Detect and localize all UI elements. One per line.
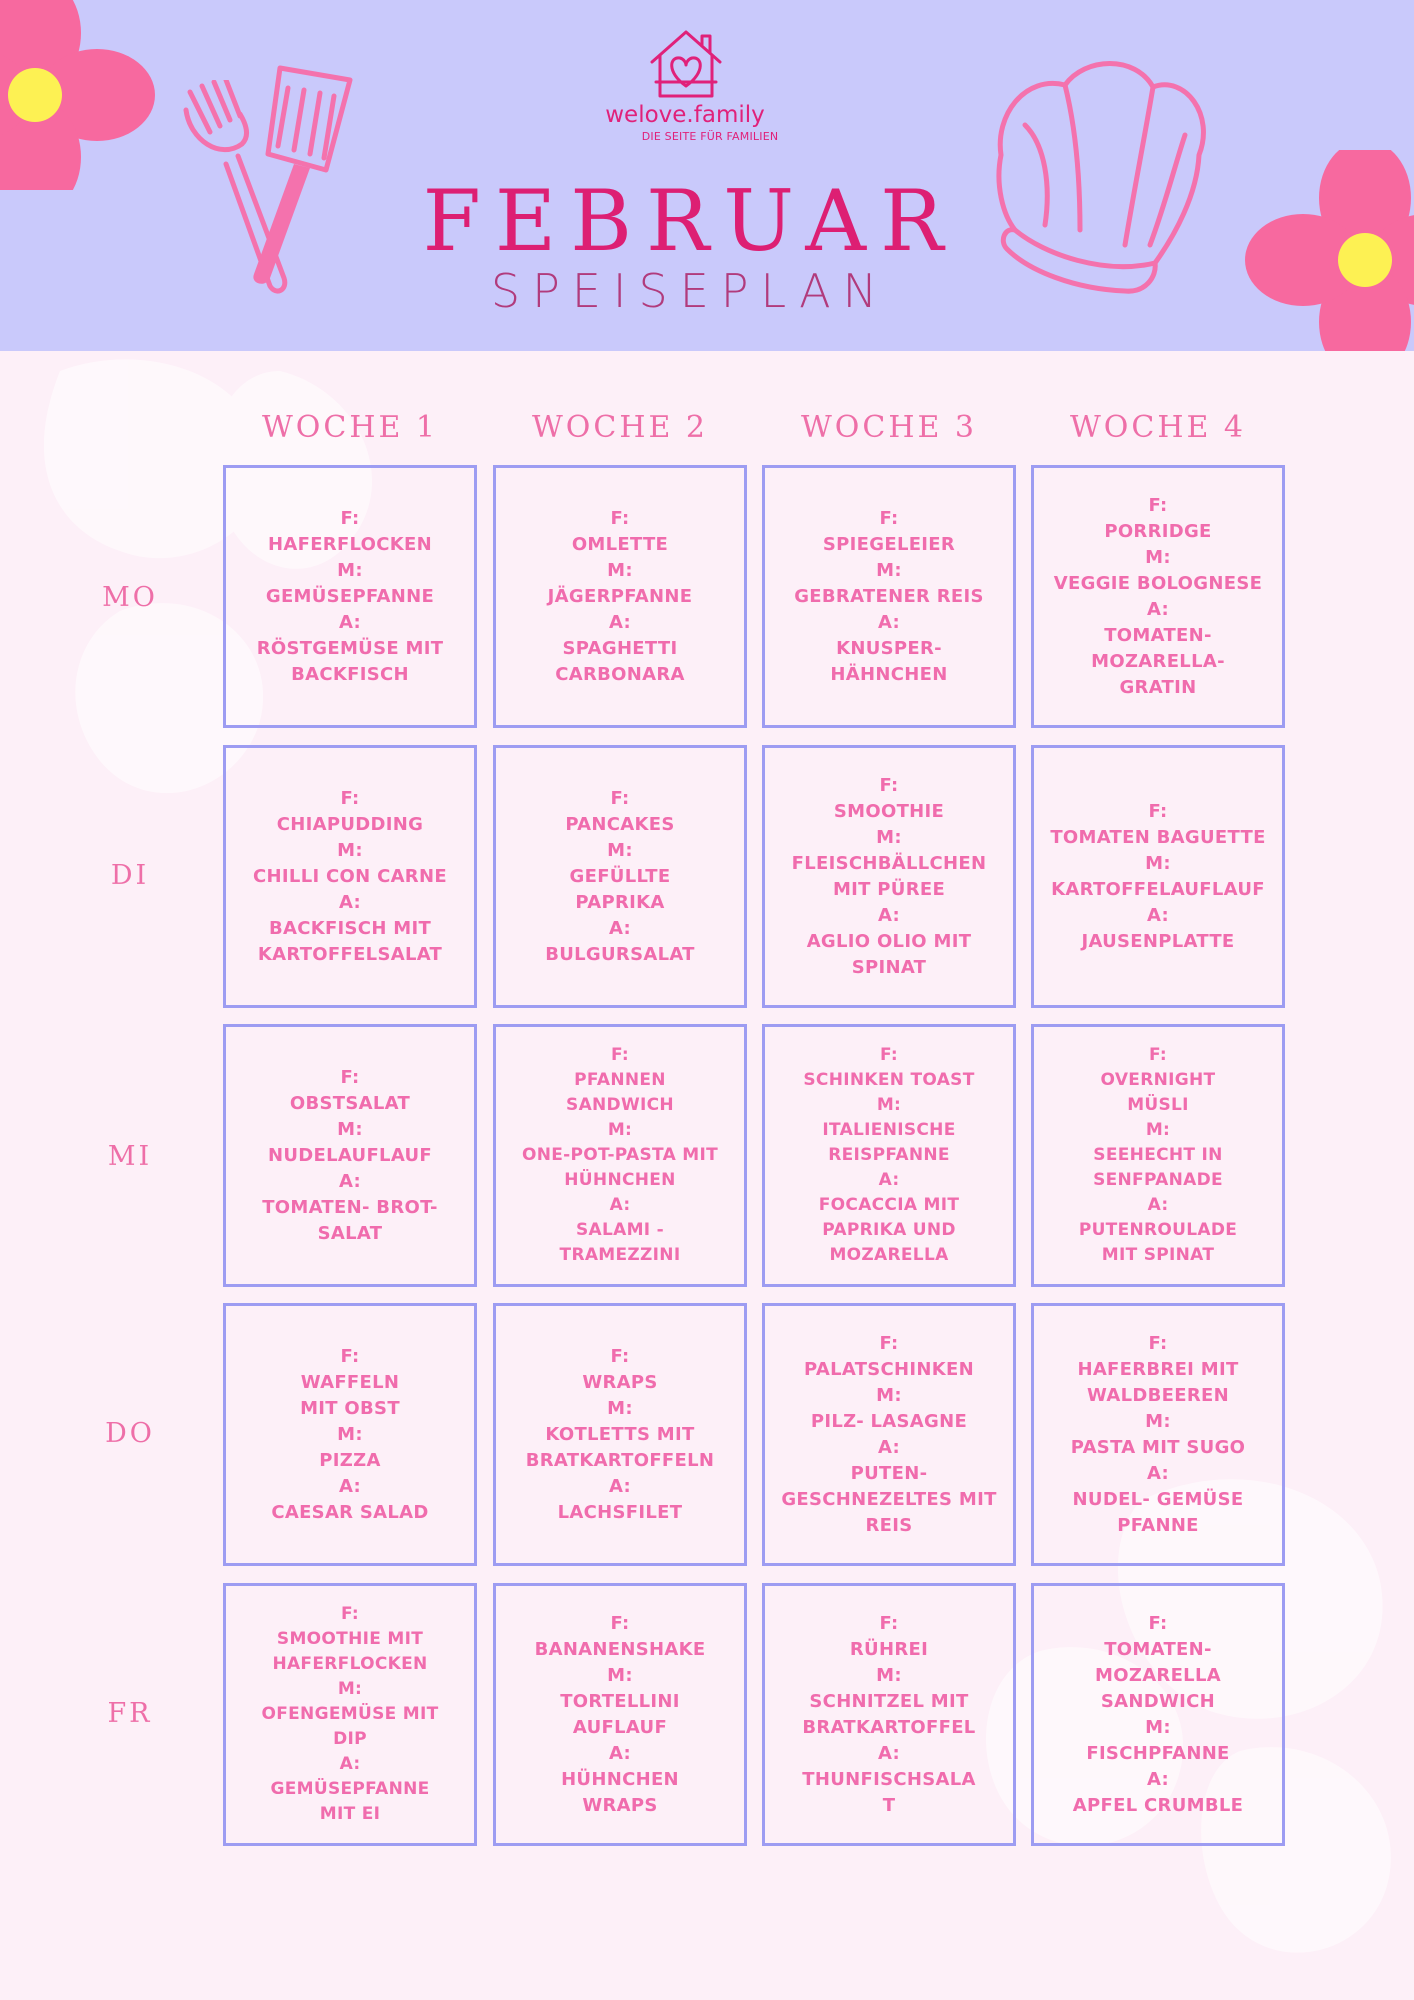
meal-line: M: [337,559,363,581]
week-header-1: WOCHE 1 [261,410,439,445]
meal-line: ITALIENISCHE [822,1120,956,1140]
meal-cell [493,1303,747,1566]
meal-line: PFANNE [1117,1514,1199,1536]
meal-line: M: [1145,1410,1171,1432]
meal-line: M: [337,1423,363,1445]
meal-line: TOMATEN BAGUETTE [1050,826,1266,848]
meal-line: PAPRIKA UND [822,1220,956,1240]
meal-line: F: [610,1612,630,1634]
flower-icon [0,0,160,190]
meal-line: M: [1145,546,1171,568]
meal-line: HÜHNCHEN [561,1768,679,1790]
meal-line: GEMÜSEPFANNE [270,1779,430,1799]
meal-line: SCHNITZEL MIT [809,1690,969,1712]
meal-line: PAPRIKA [575,891,665,913]
meal-line: A: [339,1754,361,1774]
meal-line: A: [338,891,362,913]
meal-line: M: [876,1664,902,1686]
meal-line: F: [610,1345,630,1367]
meal-line: WRAPS [582,1371,658,1393]
meal-line: MIT PÜREE [832,878,946,900]
meal-line: FISCHPFANNE [1086,1742,1230,1764]
meal-line: THUNFISCHSALA [802,1768,976,1790]
meal-line: SPAGHETTI [562,637,678,659]
meal-line: F: [610,787,630,809]
meal-line: HÜHNCHEN [564,1170,676,1190]
meal-line: FLEISCHBÄLLCHEN [791,852,987,874]
meal-cell [493,1024,747,1287]
meal-line: ONE-POT-PASTA MIT [521,1145,718,1165]
meal-cell [223,1303,477,1566]
meal-line: PUTEN- [850,1462,928,1484]
meal-line: GRATIN [1119,676,1197,698]
meal-line: JÄGERPFANNE [547,585,693,607]
meal-line: MIT SPINAT [1101,1245,1215,1265]
meal-line: BULGURSALAT [545,943,695,965]
meal-line: A: [1146,904,1170,926]
meal-line: PASTA MIT SUGO [1070,1436,1246,1458]
meal-line: BRATKARTOFFELN [525,1449,715,1471]
meal-line: TOMATEN- [1104,1638,1212,1660]
logo-subtitle: DIE SEITE FÜR FAMILIEN [641,130,779,143]
meal-line: RÜHREI [849,1638,929,1660]
meal-line: PIZZA [319,1449,381,1471]
day-label-do: DO [105,1418,155,1449]
meal-line: OFENGEMÜSE MIT [261,1704,439,1724]
meal-line: M: [607,1120,633,1140]
meal-line: HAFERFLOCKEN [272,1654,428,1674]
meal-line: A: [338,611,362,633]
site-logo [580,26,830,146]
meal-line: BANANENSHAKE [534,1638,706,1660]
meal-line: A: [1147,1195,1169,1215]
meal-line: PILZ- LASAGNE [810,1410,968,1432]
meal-line: AUFLAUF [572,1716,668,1738]
meal-cell [223,1024,477,1287]
meal-line: RÖSTGEMÜSE MIT [256,637,444,659]
meal-line: CARBONARA [555,663,685,685]
meal-line: PANCAKES [565,813,675,835]
meal-line: WRAPS [582,1794,658,1816]
meal-line: F: [1148,800,1168,822]
meal-cell [1031,1303,1285,1566]
meal-line: M: [876,559,902,581]
meal-line: F: [1148,1332,1168,1354]
meal-line: M: [1145,1716,1171,1738]
day-label-di: DI [110,860,150,891]
meal-line: MÜSLI [1127,1095,1189,1115]
meal-cell [762,1024,1016,1287]
meal-line: OMLETTE [571,533,669,555]
meal-line: SMOOTHIE [833,800,945,822]
meal-line: A: [877,611,901,633]
meal-line: LACHSFILET [557,1501,683,1523]
meal-line: AGLIO OLIO MIT [806,930,972,952]
meal-line: NUDEL- GEMÜSE [1072,1488,1244,1510]
meal-cell [1031,1583,1285,1846]
meal-line: A: [338,1475,362,1497]
meal-cell [223,1583,477,1846]
meal-line: F: [879,507,899,529]
meal-line: PALATSCHINKEN [804,1358,974,1380]
meal-line: REIS [865,1514,913,1536]
meal-line: APFEL CRUMBLE [1072,1794,1244,1816]
meal-line: MIT OBST [300,1397,400,1419]
meal-line: A: [877,1436,901,1458]
chef-hat-icon [985,55,1215,295]
meal-line: A: [608,1742,632,1764]
meal-line: F: [879,774,899,796]
meal-line: M: [607,1664,633,1686]
meal-line: HÄHNCHEN [830,663,948,685]
day-label-mo: MO [102,582,158,613]
meal-cell [223,745,477,1008]
meal-line: SPINAT [851,956,927,978]
meal-cell [762,1303,1016,1566]
meal-cell [493,745,747,1008]
meal-line: A: [877,904,901,926]
logo-text: welove.family [605,102,765,128]
meal-line: HAFERBREI MIT [1077,1358,1239,1380]
meal-line: BACKFISCH [291,663,409,685]
meal-cell [762,1583,1016,1846]
meal-line: PORRIDGE [1104,520,1212,542]
meal-line: A: [877,1742,901,1764]
meal-line: KARTOFFELAUFLAUF [1051,878,1265,900]
meal-line: A: [609,1195,631,1215]
meal-cell [223,465,477,728]
meal-line: CHILLI CON CARNE [253,865,447,887]
meal-line: GEFÜLLTE [569,865,671,887]
meal-line: F: [610,507,630,529]
meal-line: F: [340,787,360,809]
meal-line: BACKFISCH MIT [268,917,432,939]
page-title: FEBRUAR [422,172,958,270]
meal-line: F: [1148,1612,1168,1634]
meal-cell [1031,465,1285,728]
meal-cell [493,465,747,728]
meal-line: REISPFANNE [828,1145,950,1165]
meal-cell [493,1583,747,1846]
meal-cell [762,745,1016,1008]
meal-line: A: [608,917,632,939]
meal-line: M: [607,559,633,581]
meal-cell [1031,1024,1285,1287]
meal-line: CAESAR SALAD [271,1501,429,1523]
meal-line: MOZARELLA- [1091,650,1225,672]
week-header-3: WOCHE 3 [800,410,978,445]
header-banner [0,0,1414,351]
meal-line: NUDELAUFLAUF [267,1144,433,1166]
meal-line: GEBRATENER REIS [794,585,984,607]
meal-line: F: [879,1612,899,1634]
meal-line: KNUSPER- [836,637,942,659]
meal-line: CHIAPUDDING [276,813,424,835]
meal-line: HAFERFLOCKEN [268,533,432,555]
meal-line: FOCACCIA MIT [818,1195,960,1215]
meal-line: SMOOTHIE MIT [276,1629,424,1649]
day-label-mi: MI [107,1141,153,1172]
meal-line: SALAT [317,1222,383,1244]
meal-line: F: [340,1066,360,1088]
meal-line: MOZARELLA [1095,1664,1221,1686]
meal-line: GEMÜSEPFANNE [265,585,435,607]
meal-line: SANDWICH [1100,1690,1216,1712]
flower-icon [1240,150,1414,351]
meal-line: F: [340,507,360,529]
week-header-4: WOCHE 4 [1069,410,1247,445]
meal-line: OVERNIGHT [1100,1070,1216,1090]
meal-line: M: [607,1397,633,1419]
day-label-fr: FR [107,1698,153,1729]
meal-line: SPIEGELEIER [822,533,956,555]
week-header-2: WOCHE 2 [531,410,709,445]
meal-line: SENFPANADE [1093,1170,1223,1190]
meal-line: F: [340,1604,360,1624]
meal-line: TOMATEN- BROT- [262,1196,438,1218]
meal-line: A: [338,1170,362,1192]
meal-line: A: [878,1170,900,1190]
meal-line: F: [1148,1045,1168,1065]
meal-cell [1031,745,1285,1008]
meal-line: TOMATEN- [1104,624,1212,646]
meal-line: A: [1146,1768,1170,1790]
meal-line: TORTELLINI [560,1690,680,1712]
meal-line: A: [608,1475,632,1497]
meal-line: M: [337,1118,363,1140]
meal-line: M: [337,839,363,861]
meal-line: PUTENROULADE [1078,1220,1238,1240]
meal-line: M: [337,1679,363,1699]
meal-line: M: [876,1384,902,1406]
meal-line: F: [1148,494,1168,516]
house-heart-logo-icon [646,26,726,100]
meal-line: F: [879,1332,899,1354]
meal-line: M: [1145,852,1171,874]
meal-line: GESCHNEZELTES MIT [781,1488,997,1510]
spatula-icon [240,60,370,290]
meal-line: KOTLETTS MIT [545,1423,695,1445]
meal-cell [762,465,1016,728]
meal-line: WALDBEEREN [1087,1384,1229,1406]
meal-line: A: [1146,598,1170,620]
meal-line: WAFFELN [300,1371,400,1393]
meal-line: T [882,1794,896,1816]
meal-line: SALAMI - [575,1220,664,1240]
meal-line: MOZARELLA [829,1245,949,1265]
meal-line: F: [879,1045,899,1065]
meal-line: F: [610,1045,630,1065]
meal-line: DIP [333,1729,367,1749]
meal-line: M: [876,826,902,848]
meal-line: MIT EI [319,1804,381,1824]
meal-line: M: [1145,1120,1171,1140]
meal-line: OBSTSALAT [289,1092,411,1114]
meal-line: JAUSENPLATTE [1081,930,1235,952]
meal-line: SCHINKEN TOAST [803,1070,975,1090]
page-subtitle: SPEISEPLAN [490,264,890,318]
meal-line: TRAMEZZINI [559,1245,681,1265]
meal-line: SEEHECHT IN [1093,1145,1223,1165]
meal-line: A: [1146,1462,1170,1484]
meal-line: PFANNEN [574,1070,666,1090]
meal-line: F: [340,1345,360,1367]
meal-line: A: [608,611,632,633]
meal-line: BRATKARTOFFEL [802,1716,976,1738]
meal-line: SANDWICH [566,1095,674,1115]
meal-line: VEGGIE BOLOGNESE [1053,572,1263,594]
meal-line: KARTOFFELSALAT [257,943,443,965]
meal-line: M: [876,1095,902,1115]
meal-line: M: [607,839,633,861]
